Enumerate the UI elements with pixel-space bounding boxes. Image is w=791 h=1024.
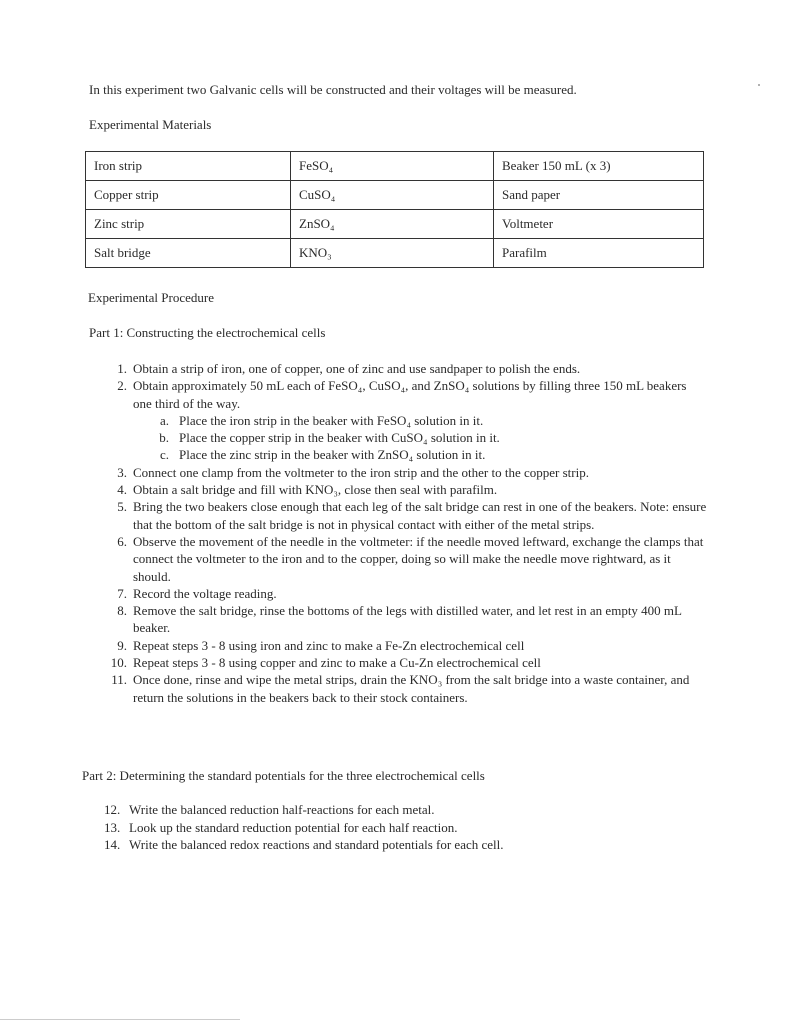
part1-steps (107, 360, 707, 706)
step-number: 11. (111, 672, 127, 688)
list-item (107, 637, 707, 654)
step-text: Write the balanced reduction half-reactions for each metal. (129, 802, 435, 817)
list-item (107, 498, 707, 533)
step-text: Once done, rinse and wipe the metal strips, drain the KNO₃ from the salt bridge into a waste container, and return the solutions in the beakers back to their stock containers. (133, 672, 690, 705)
step-text: Obtain a salt bridge and fill with KNO₃, close then seal with parafilm. (133, 482, 498, 498)
step-number: 1. (117, 361, 127, 376)
part2-steps (104, 801, 704, 854)
step-number: 14. (104, 837, 121, 852)
substep-letter: a. (159, 412, 169, 428)
table-row (86, 239, 704, 268)
step-number: 7. (117, 585, 127, 601)
step-text: Obtain a strip of iron, one of copper, one of zinc and use sandpaper to polish the ends. (133, 361, 581, 376)
table-row (86, 181, 704, 210)
substep-text: Place the iron strip in the beaker with FeSO₄ solution in it. (179, 412, 484, 428)
step-number: 13. (104, 819, 121, 835)
substep-text: Place the copper strip in the beaker with CuSO₄ solution in it. (179, 430, 500, 446)
step-text: Remove the salt bridge, rinse the bottoms of the legs with distilled water, and let rest in an empty 400 mL beaker. (133, 603, 682, 636)
table-cell: Sand paper (494, 181, 704, 210)
substep-letter: b. (159, 430, 169, 446)
step-number: 12. (104, 802, 121, 817)
step-number: 9. (117, 637, 127, 653)
list-item (153, 429, 707, 446)
table-cell: Salt bridge (86, 239, 291, 268)
table-cell: FeSO₄ (291, 152, 494, 181)
substep-text: Place the zinc strip in the beaker with ZnSO₄ solution in it. (179, 447, 486, 463)
scan-edge-line (0, 1019, 240, 1020)
step-number: 5. (117, 499, 127, 515)
list-item (104, 801, 704, 819)
step-number: 6. (117, 533, 127, 549)
table-cell: Parafilm (494, 239, 704, 268)
list-item (153, 412, 707, 429)
substeps (133, 412, 707, 464)
table-cell: CuSO₄ (291, 181, 494, 210)
step-number: 2. (117, 378, 127, 394)
table-cell: Voltmeter (494, 210, 704, 239)
table-cell: Zinc strip (86, 210, 291, 239)
list-item (153, 446, 707, 463)
table-cell: Beaker 150 mL (x 3) (494, 152, 704, 181)
list-item (107, 654, 707, 671)
list-item (107, 585, 707, 602)
list-item (107, 377, 707, 463)
step-text: Bring the two beakers close enough that each leg of the salt bridge can rest in one of the beakers. Note: ensure that the bottom of the salt bridge is not in physical contact with either of the metal strips. (133, 499, 707, 532)
step-text: Look up the standard reduction potential for each half reaction. (129, 819, 458, 835)
intro-paragraph: In this experiment two Galvanic cells will be constructed and their voltages will be measured. (89, 82, 577, 97)
step-text: Observe the movement of the needle in the voltmeter: if the needle moved leftward, exchange the clamps that connect the voltmeter to the iron and to the copper, doing so will make the needle move rightward, as it should. (133, 533, 704, 584)
part1-heading: Part 1: Constructing the electrochemical cells (89, 325, 326, 340)
list-item (107, 464, 707, 481)
step-text: Repeat steps 3 - 8 using iron and zinc to make a Fe-Zn electrochemical cell (133, 637, 525, 653)
table-cell: Copper strip (86, 181, 291, 210)
list-item (104, 836, 704, 854)
step-text: Repeat steps 3 - 8 using copper and zinc to make a Cu-Zn electrochemical cell (133, 655, 541, 671)
table-row (86, 210, 704, 239)
step-number: 4. (117, 482, 127, 498)
step-text: Connect one clamp from the voltmeter to the iron strip and the other to the copper strip. (133, 464, 589, 480)
step-text: Record the voltage reading. (133, 585, 277, 601)
list-item (107, 533, 707, 585)
list-item (104, 819, 704, 837)
step-number: 10. (110, 655, 127, 671)
procedure-heading: Experimental Procedure (88, 290, 214, 305)
step-number: 3. (117, 464, 127, 480)
step-number: 8. (117, 603, 127, 619)
list-item (107, 360, 707, 377)
table-cell: ZnSO₄ (291, 210, 494, 239)
materials-table (85, 151, 704, 268)
scan-speck (758, 84, 760, 86)
table-cell: Iron strip (86, 152, 291, 181)
table-row (86, 152, 704, 181)
table-cell: KNO₃ (291, 239, 494, 268)
list-item (107, 671, 707, 706)
list-item (107, 481, 707, 498)
step-text: Obtain approximately 50 mL each of FeSO₄, CuSO₄, and ZnSO₄ solutions by filling three 150 mL beakers one third of the way. (133, 378, 687, 411)
part2-heading: Part 2: Determining the standard potentials for the three electrochemical cells (82, 768, 485, 783)
substep-letter: c. (159, 447, 169, 463)
step-text: Write the balanced redox reactions and standard potentials for each cell. (129, 837, 504, 852)
materials-heading: Experimental Materials (89, 117, 212, 132)
list-item (107, 602, 707, 637)
